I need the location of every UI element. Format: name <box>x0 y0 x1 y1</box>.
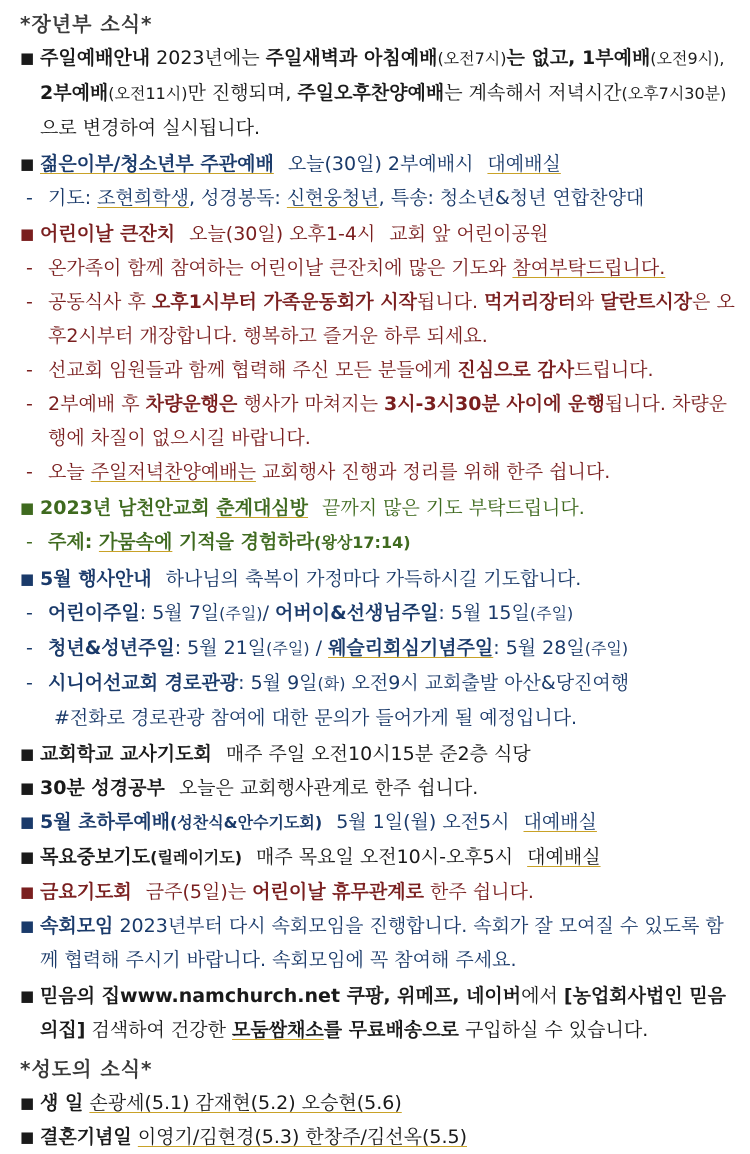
square-bullet-icon: ■ <box>20 1128 35 1146</box>
members-news-header: *성도의 소식* <box>20 1057 153 1081</box>
children-line-1: - 온가족이 함께 참여하는 어린이날 큰잔치에 많은 기도와 참여부탁드립니다. <box>26 257 666 279</box>
children-line-4: - 2부예배 후 차량운행은 행사가 마쳐지는 3시-3시30분 사이에 운행됩니다. 차량운행에 차질이 없으시길 바랍니다. <box>26 393 728 449</box>
children-line-3: - 선교회 임원들과 함께 협력해 주신 모든 분들에게 진심으로 감사드립니다. <box>26 359 654 381</box>
friday-prayer-notice: ■ 금요기도회 금주(5일)는 어린이날 휴무관계로 한주 쉽니다. <box>18 875 736 909</box>
square-bullet-icon: ■ <box>20 745 35 763</box>
square-bullet-icon: ■ <box>20 917 35 935</box>
square-bullet-icon: ■ <box>20 883 35 901</box>
revival-theme: - 주제: 가뭄속에 기적을 경험하라(왕상17:14) <box>26 531 411 553</box>
young-worship-notice: ■ 젊은이부/청소년부 주관예배 오늘(30일) 2부예배시 대예배실 <box>18 147 736 181</box>
square-bullet-icon: ■ <box>20 987 35 1005</box>
bible-study-notice: ■ 30분 성경공부 오늘은 교회행사관계로 한주 쉽니다. <box>18 771 736 805</box>
may-row-1: - 어린이주일: 5월 7일(주일)/ 어버이&선생님주일: 5월 15일(주일) <box>26 602 574 624</box>
square-bullet-icon: ■ <box>20 779 35 797</box>
young-worship-detail: - 기도: 조현희학생, 성경봉독: 신현웅청년, 특송: 청소년&청년 연합찬양대 <box>26 187 645 209</box>
faith-house-notice: ■ 믿음의 집www.namchurch.net 쿠팡, 위메프, 네이버에서 [농업회사법인 믿음의집] 검색하여 건강한 모둠쌈채소를 무료배송으로 구입하실 수 있습니다. <box>18 979 736 1047</box>
may-row-3: - 시니어선교회 경로관광: 5월 9일(화) 오전9시 교회출발 아산&당진여행 #전화로 경로관광 참여에 대한 문의가 들어가게 될 예정입니다. <box>26 672 630 729</box>
revival-notice: ■ 2023년 남천안교회 춘계대심방 끝까지 많은 기도 부탁드립니다. <box>18 491 736 525</box>
children-day-notice: ■ 어린이날 큰잔치 오늘(30일) 오후1-4시 교회 앞 어린이공원 <box>18 217 736 251</box>
may-events-notice: ■ 5월 행사안내 하나님의 축복이 가정마다 가득하시길 기도합니다. <box>18 562 736 596</box>
square-bullet-icon: ■ <box>20 499 35 517</box>
worship-notice: ■ 주일예배안내 2023년에는 주일새벽과 아침예배(오전7시)는 없고, 1부예배(오전9시), 2부예배(오전11시)만 진행되며, 주일오후찬양예배는 계속해서 저녁시간(오후7시30분)으로 변경하여 실시됩니다. <box>18 41 736 145</box>
birthdays-notice: ■ 생 일 손광세(5.1) 감재현(5.2) 오승현(5.6) <box>18 1086 736 1120</box>
square-bullet-icon: ■ <box>20 1094 35 1112</box>
square-bullet-icon: ■ <box>20 570 35 588</box>
may-row-2: - 청년&성년주일: 5월 21일(주일) / 웨슬리회심기념주일: 5월 28일(주일) <box>26 637 629 659</box>
square-bullet-icon: ■ <box>20 813 35 831</box>
teachers-prayer-notice: ■ 교회학교 교사기도회 매주 주일 오전10시15분 준2층 식당 <box>18 737 736 771</box>
square-bullet-icon: ■ <box>20 225 35 243</box>
anniversaries-notice: ■ 결혼기념일 이영기/김현경(5.3) 한창주/김선옥(5.5) <box>18 1120 736 1154</box>
children-line-2: - 공동식사 후 오후1시부터 가족운동회가 시작됩니다. 먹거리장터와 달란트시장은 오후2시부터 개장합니다. 행복하고 즐거운 하루 되세요. <box>26 291 735 347</box>
children-line-5: - 오늘 주일저녁찬양예배는 교회행사 진행과 정리를 위해 한주 쉽니다. <box>26 461 611 483</box>
square-bullet-icon: ■ <box>20 155 35 173</box>
square-bullet-icon: ■ <box>20 49 35 67</box>
dawn-worship-notice: ■ 5월 초하루예배(성찬식&안수기도회) 5월 1일(월) 오전5시 대예배실 <box>18 805 736 840</box>
youth-news-header: *장년부 소식* <box>20 12 153 36</box>
thursday-prayer-notice: ■ 목요중보기도(릴레이기도) 매주 목요일 오전10시-오후5시 대예배실 <box>18 840 736 875</box>
cell-group-notice: ■ 속회모임 2023년부터 다시 속회모임을 진행합니다. 속회가 잘 모여질 수 있도록 함께 협력해 주시기 바랍니다. 속회모임에 꼭 참여해 주세요. <box>18 909 736 977</box>
square-bullet-icon: ■ <box>20 848 35 866</box>
